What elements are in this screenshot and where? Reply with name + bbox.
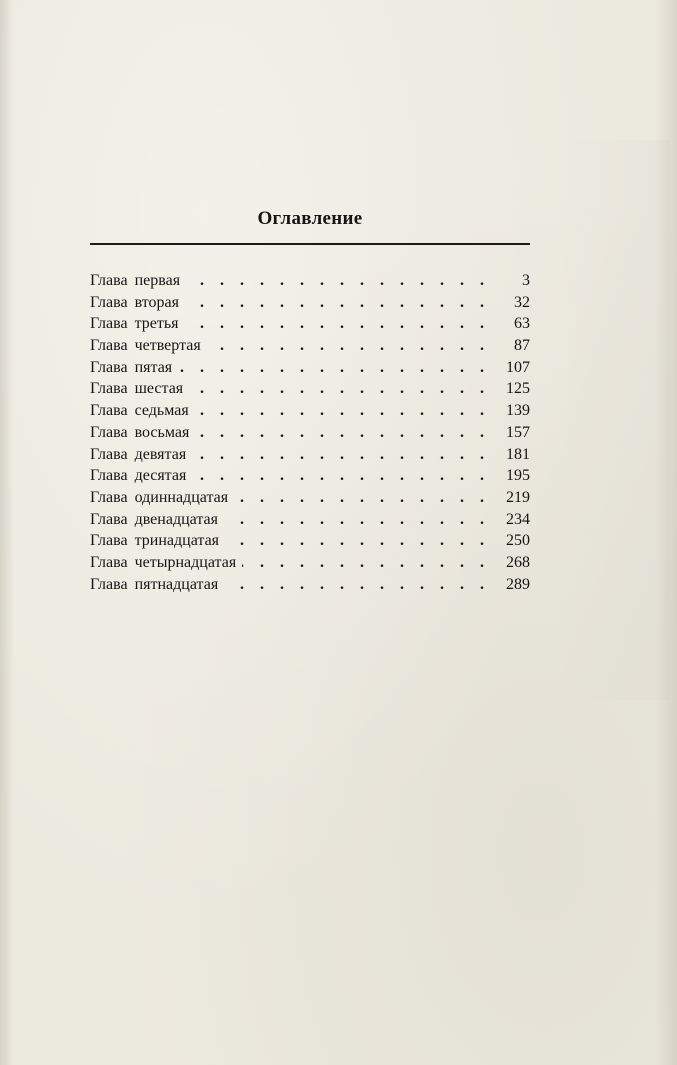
dot-leader — [192, 444, 490, 466]
toc-entry — [90, 444, 530, 466]
dot-leader — [207, 335, 490, 357]
page-number: 181 — [506, 445, 530, 463]
toc-entry — [90, 292, 530, 314]
chapter-label: Глава четырнадцатая — [90, 553, 237, 571]
page-number: 125 — [506, 380, 530, 398]
toc-entry — [90, 509, 530, 531]
toc-entry — [90, 313, 530, 335]
chapter-label: Глава шестая — [90, 380, 184, 398]
page-number: 250 — [506, 532, 530, 550]
chapter-label: Глава одиннадцатая — [90, 488, 229, 506]
page-number: 219 — [506, 488, 530, 506]
show-through-area — [560, 140, 670, 700]
toc-entry — [90, 574, 530, 596]
chapter-label: Глава пятнадцатая — [90, 575, 219, 593]
chapter-label: Глава третья — [90, 315, 179, 333]
dot-leader — [195, 400, 490, 422]
toc-entry — [90, 378, 530, 400]
page-number: 107 — [506, 358, 530, 376]
chapter-label: Глава десятая — [90, 467, 187, 485]
toc-entry — [90, 487, 530, 509]
toc-list — [90, 270, 530, 595]
chapter-label: Глава седьмая — [90, 402, 189, 420]
page-number: 87 — [514, 337, 530, 355]
dot-leader — [186, 270, 490, 292]
toc-entry — [90, 552, 530, 574]
page-left-edge-shadow — [0, 0, 14, 1065]
toc-heading: Оглавление — [257, 208, 363, 229]
page-number: 234 — [506, 510, 530, 528]
dot-leader — [224, 509, 490, 531]
chapter-label: Глава восьмая — [90, 423, 190, 441]
dot-leader — [185, 292, 490, 314]
dot-leader — [234, 487, 490, 509]
chapter-label: Глава первая — [90, 272, 181, 289]
dot-leader — [224, 574, 490, 596]
page-number: 268 — [506, 553, 530, 571]
chapter-label: Глава четвертая — [90, 337, 201, 355]
dot-leader — [185, 313, 490, 335]
dot-leader — [178, 357, 490, 379]
dot-leader — [225, 530, 490, 552]
page-number: 139 — [506, 402, 530, 420]
page-number: 289 — [506, 575, 530, 593]
page-number: 157 — [506, 423, 530, 441]
chapter-label: Глава пятая — [90, 358, 173, 376]
chapter-label: Глава девятая — [90, 445, 187, 463]
toc-entry — [90, 270, 530, 292]
toc-entry — [90, 400, 530, 422]
dot-leader — [195, 422, 490, 444]
toc-entry — [90, 530, 530, 552]
page-number: 32 — [514, 293, 530, 311]
dot-leader — [189, 378, 490, 400]
toc-entry — [90, 422, 530, 444]
chapter-label: Глава двенадцатая — [90, 510, 218, 528]
chapter-label: Глава вторая — [90, 293, 179, 311]
heading-rule — [90, 243, 530, 245]
page-number: 195 — [506, 467, 530, 485]
page-number: 3 — [522, 272, 530, 289]
page-number: 63 — [514, 315, 530, 333]
toc-entry — [90, 465, 530, 487]
chapter-label: Глава тринадцатая — [90, 532, 220, 550]
dot-leader — [242, 552, 490, 574]
toc-entry — [90, 357, 530, 379]
dot-leader — [192, 465, 490, 487]
toc-entry — [90, 335, 530, 357]
